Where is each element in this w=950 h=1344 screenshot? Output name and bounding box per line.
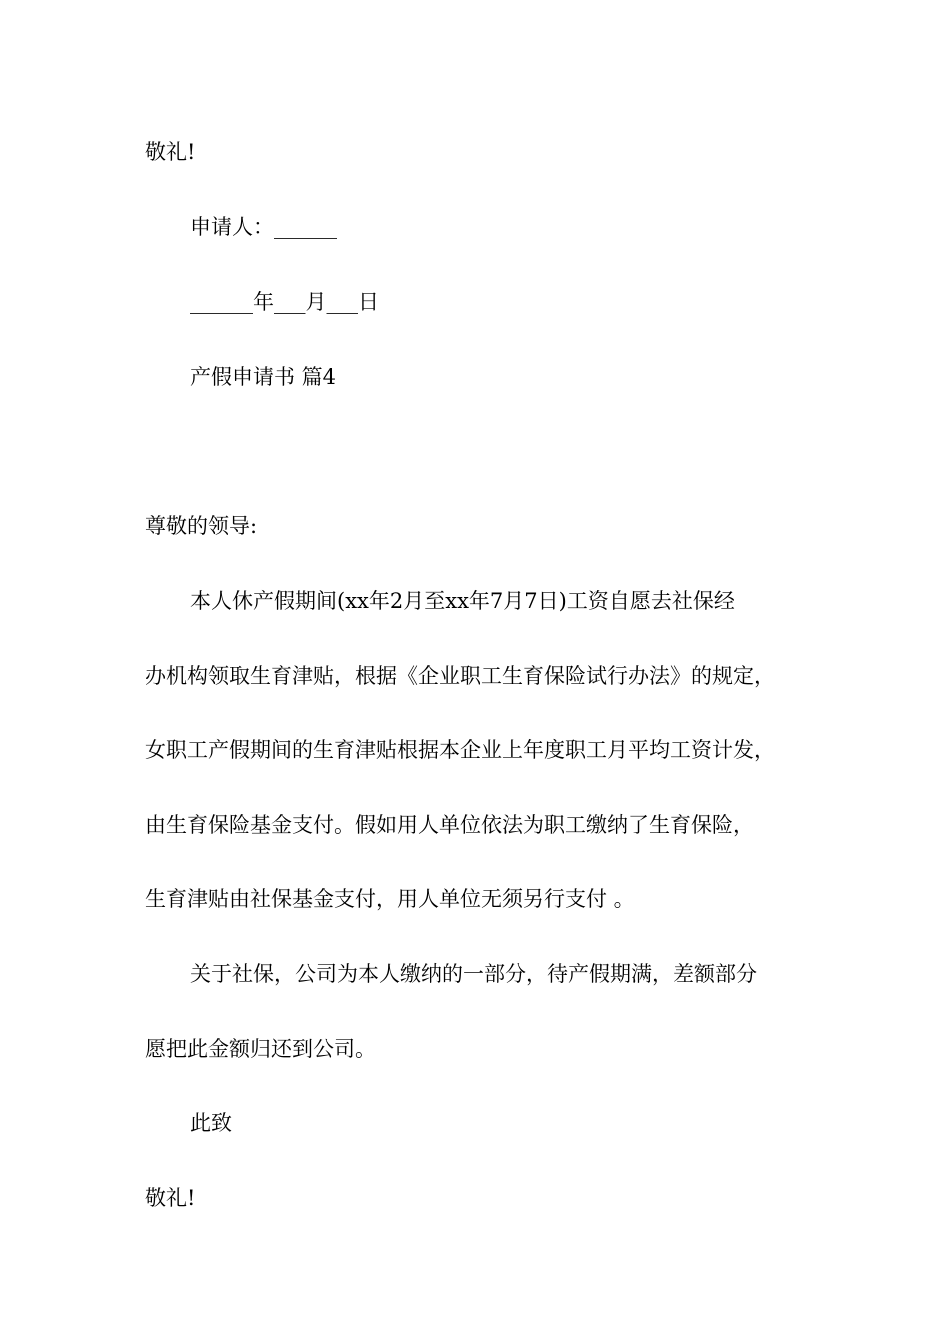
paragraph-2-line-2: 愿把此金额归还到公司。 xyxy=(145,1037,376,1061)
closing-salute-bottom: 敬礼! xyxy=(145,1186,196,1210)
paragraph-2-line-1: 关于社保，公司为本人缴纳的一部分，待产假期满，差额部分 xyxy=(190,962,757,986)
section-title: 产假申请书 篇4 xyxy=(190,365,337,389)
paragraph-1-line-5: 生育津贴由社保基金支付，用人单位无须另行支付 。 xyxy=(145,887,635,911)
paragraph-1-line-2: 办机构领取生育津贴，根据《企业职工生育保险试行办法》的规定， xyxy=(145,664,775,688)
closing-phrase: 此致 xyxy=(190,1111,232,1135)
applicant-line: 申请人：______ xyxy=(190,215,337,239)
closing-salute-top: 敬礼! xyxy=(145,140,196,164)
date-line: ______年___月___日 xyxy=(190,290,379,314)
paragraph-1-line-3: 女职工产假期间的生育津贴根据本企业上年度职工月平均工资计发， xyxy=(145,738,775,762)
salutation: 尊敬的领导: xyxy=(145,514,258,538)
paragraph-1-line-4: 由生育保险基金支付。假如用人单位依法为职工缴纳了生育保险， xyxy=(145,813,754,837)
paragraph-1-line-1: 本人休产假期间(xx年2月至xx年7月7日)工资自愿去社保经 xyxy=(190,589,735,613)
